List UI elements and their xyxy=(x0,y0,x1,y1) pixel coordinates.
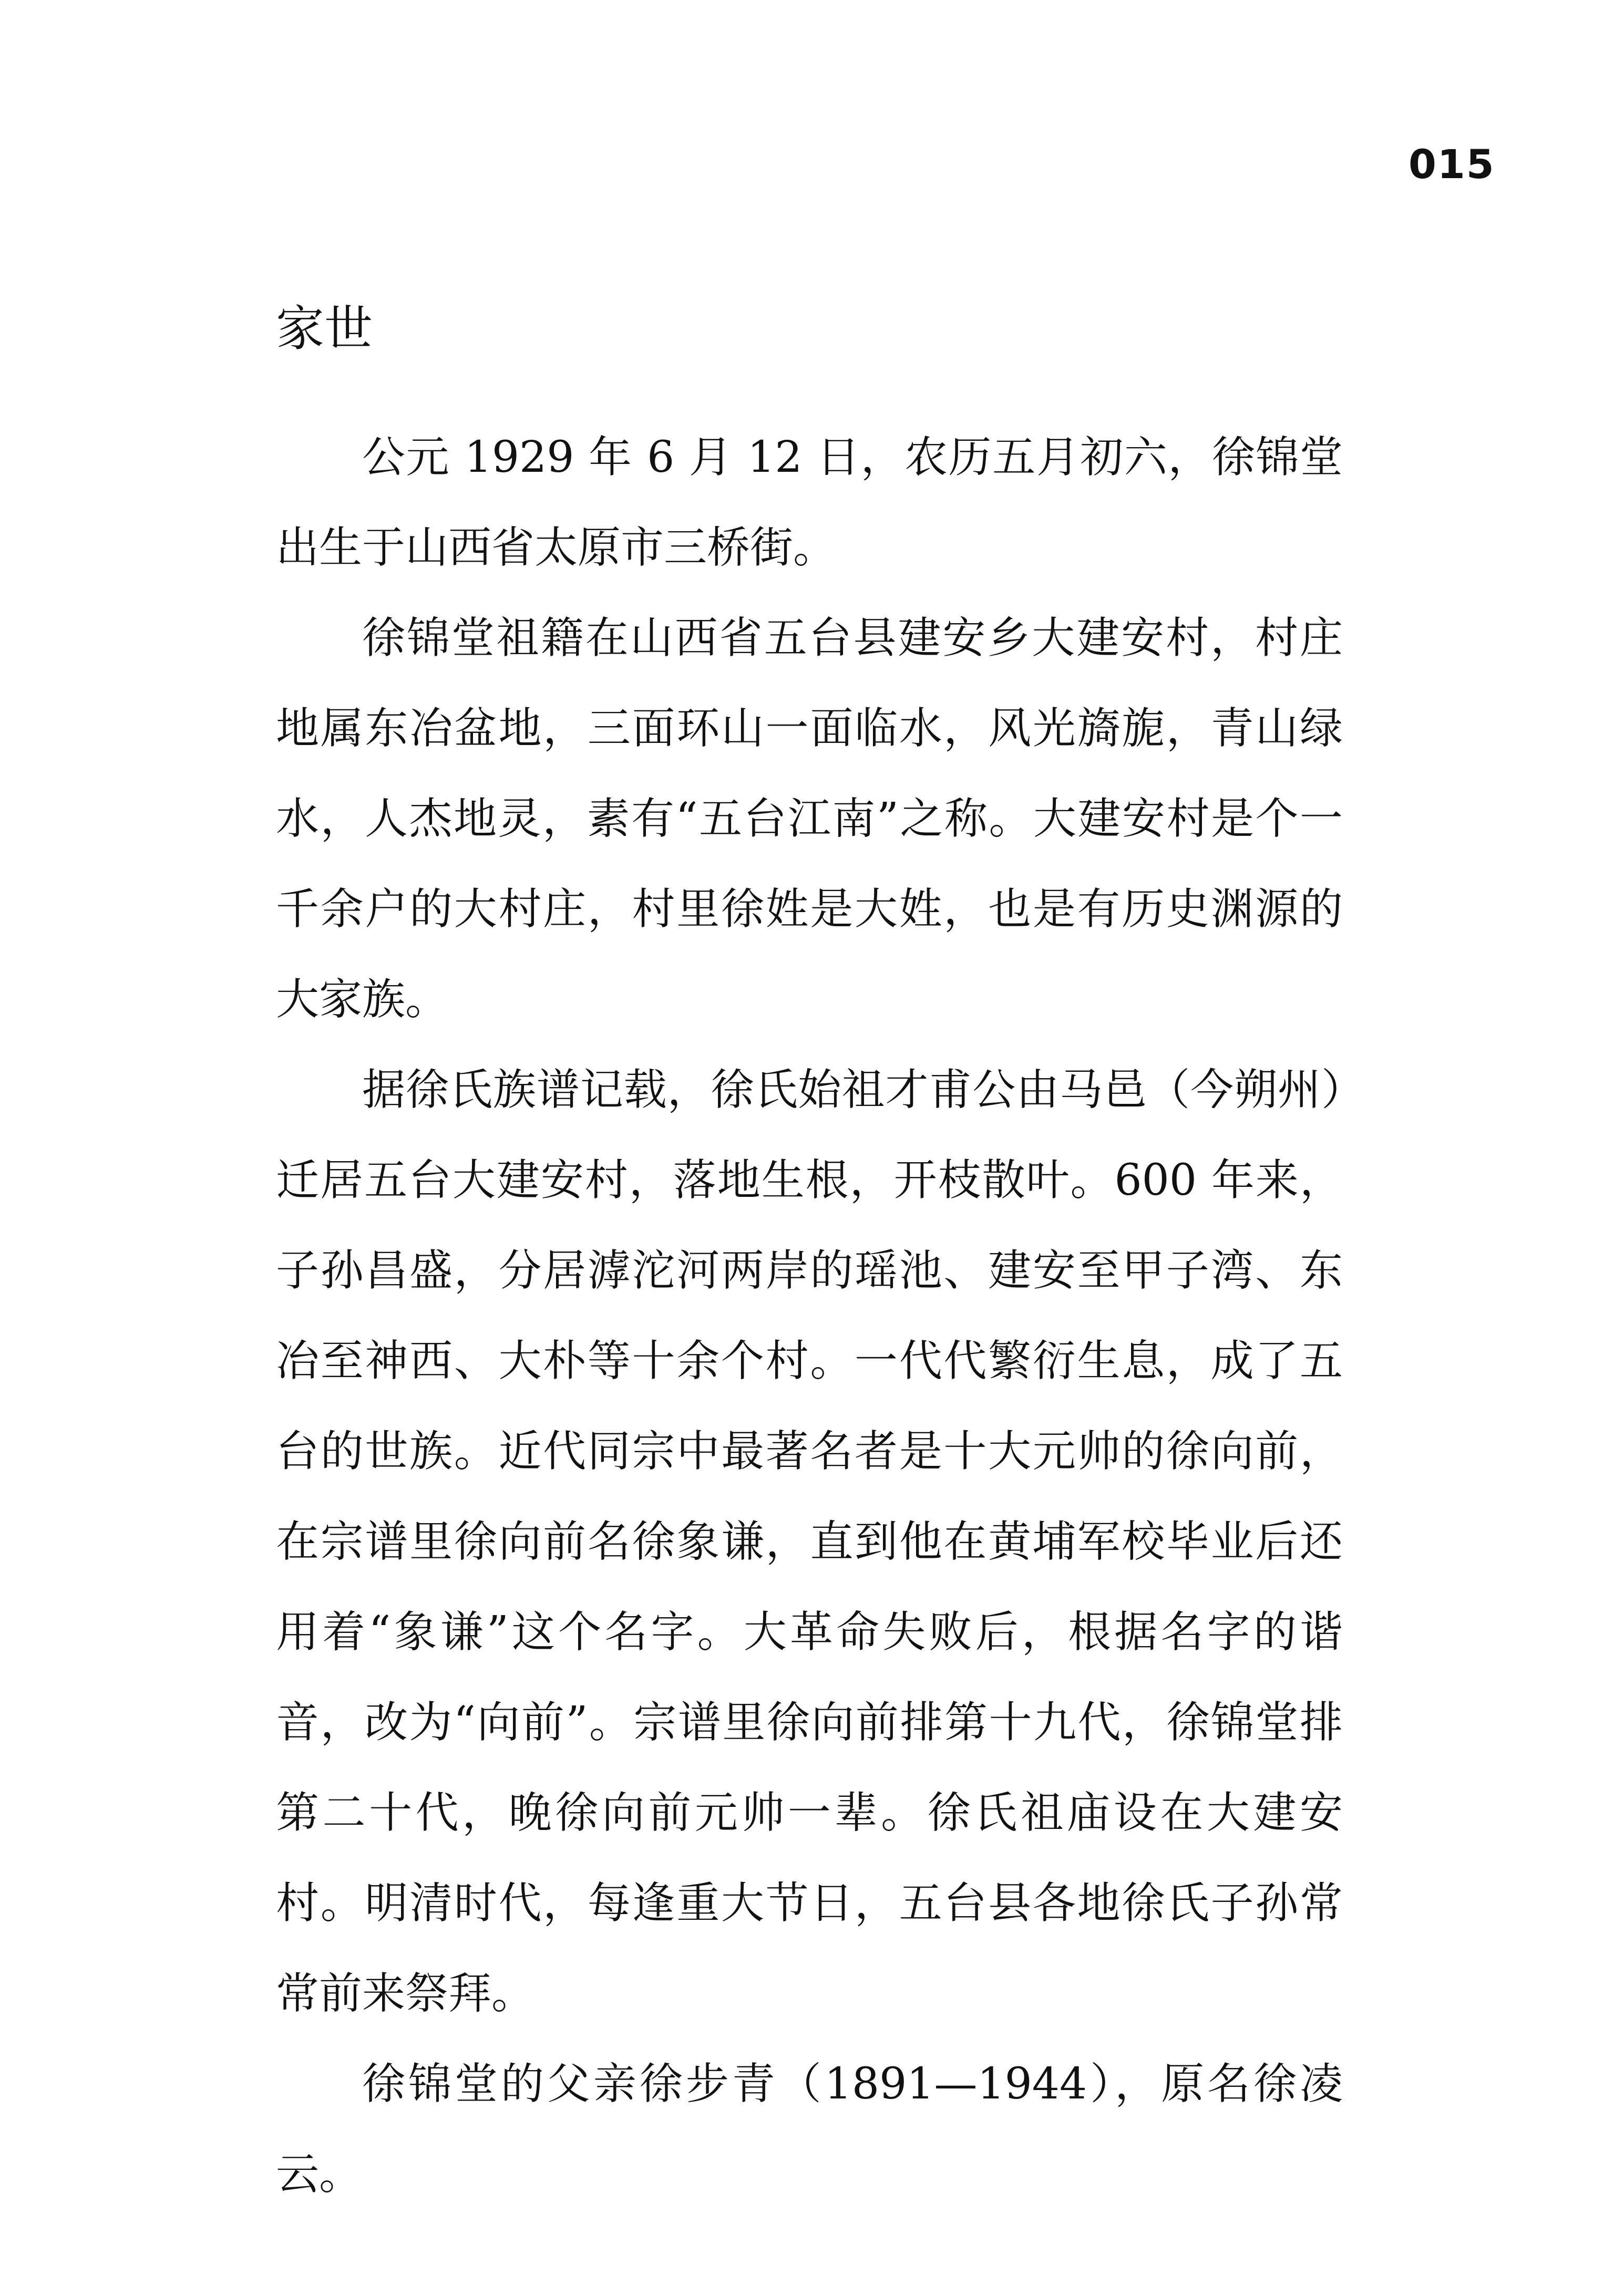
section-title: 家世 xyxy=(276,301,373,357)
paragraph-father: 徐锦堂的父亲徐步青（1891—1944），原名徐凌云。 xyxy=(276,2059,1343,2199)
paragraph-clan-history: 据徐氏族谱记载，徐氏始祖才甫公由马邑（今朔州）迁居五台大建安村，落地生根，开枝散叶。600 年来，子孙昌盛，分居滹沱河两岸的瑶池、建安至甲子湾、东冶至神西、大朴等十余个村。一代代繁衍生息，成了五台的世族。近代同宗中最著名者是十大元帅的徐向前，在宗谱里徐向前名徐象谦，直到他在黄埔军校毕业后还用着“象谦”这个名字。大革命失败后，根据名字的谐音，改为“向前”。宗谱里徐向前排第十九代，徐锦堂排第二十代，晚徐向前元帅一辈。徐氏祖庙设在大建安村。明清时代，每逢重大节日，五台县各地徐氏子孙常常前来祭拜。 xyxy=(276,1065,1343,2019)
body-text xyxy=(276,412,1343,2220)
paragraph-ancestral-home: 徐锦堂祖籍在山西省五台县建安乡大建安村，村庄地属东冶盆地，三面环山一面临水，风光旖旎，青山绿水，人杰地灵，素有“五台江南”之称。大建安村是个一千余户的大村庄，村里徐姓是大姓，也是有历史渊源的大家族。 xyxy=(276,613,1343,1025)
paragraph-birth: 公元 1929 年 6 月 12 日，农历五月初六，徐锦堂出生于山西省太原市三桥街。 xyxy=(276,432,1343,573)
page-number: 015 xyxy=(1409,141,1495,188)
